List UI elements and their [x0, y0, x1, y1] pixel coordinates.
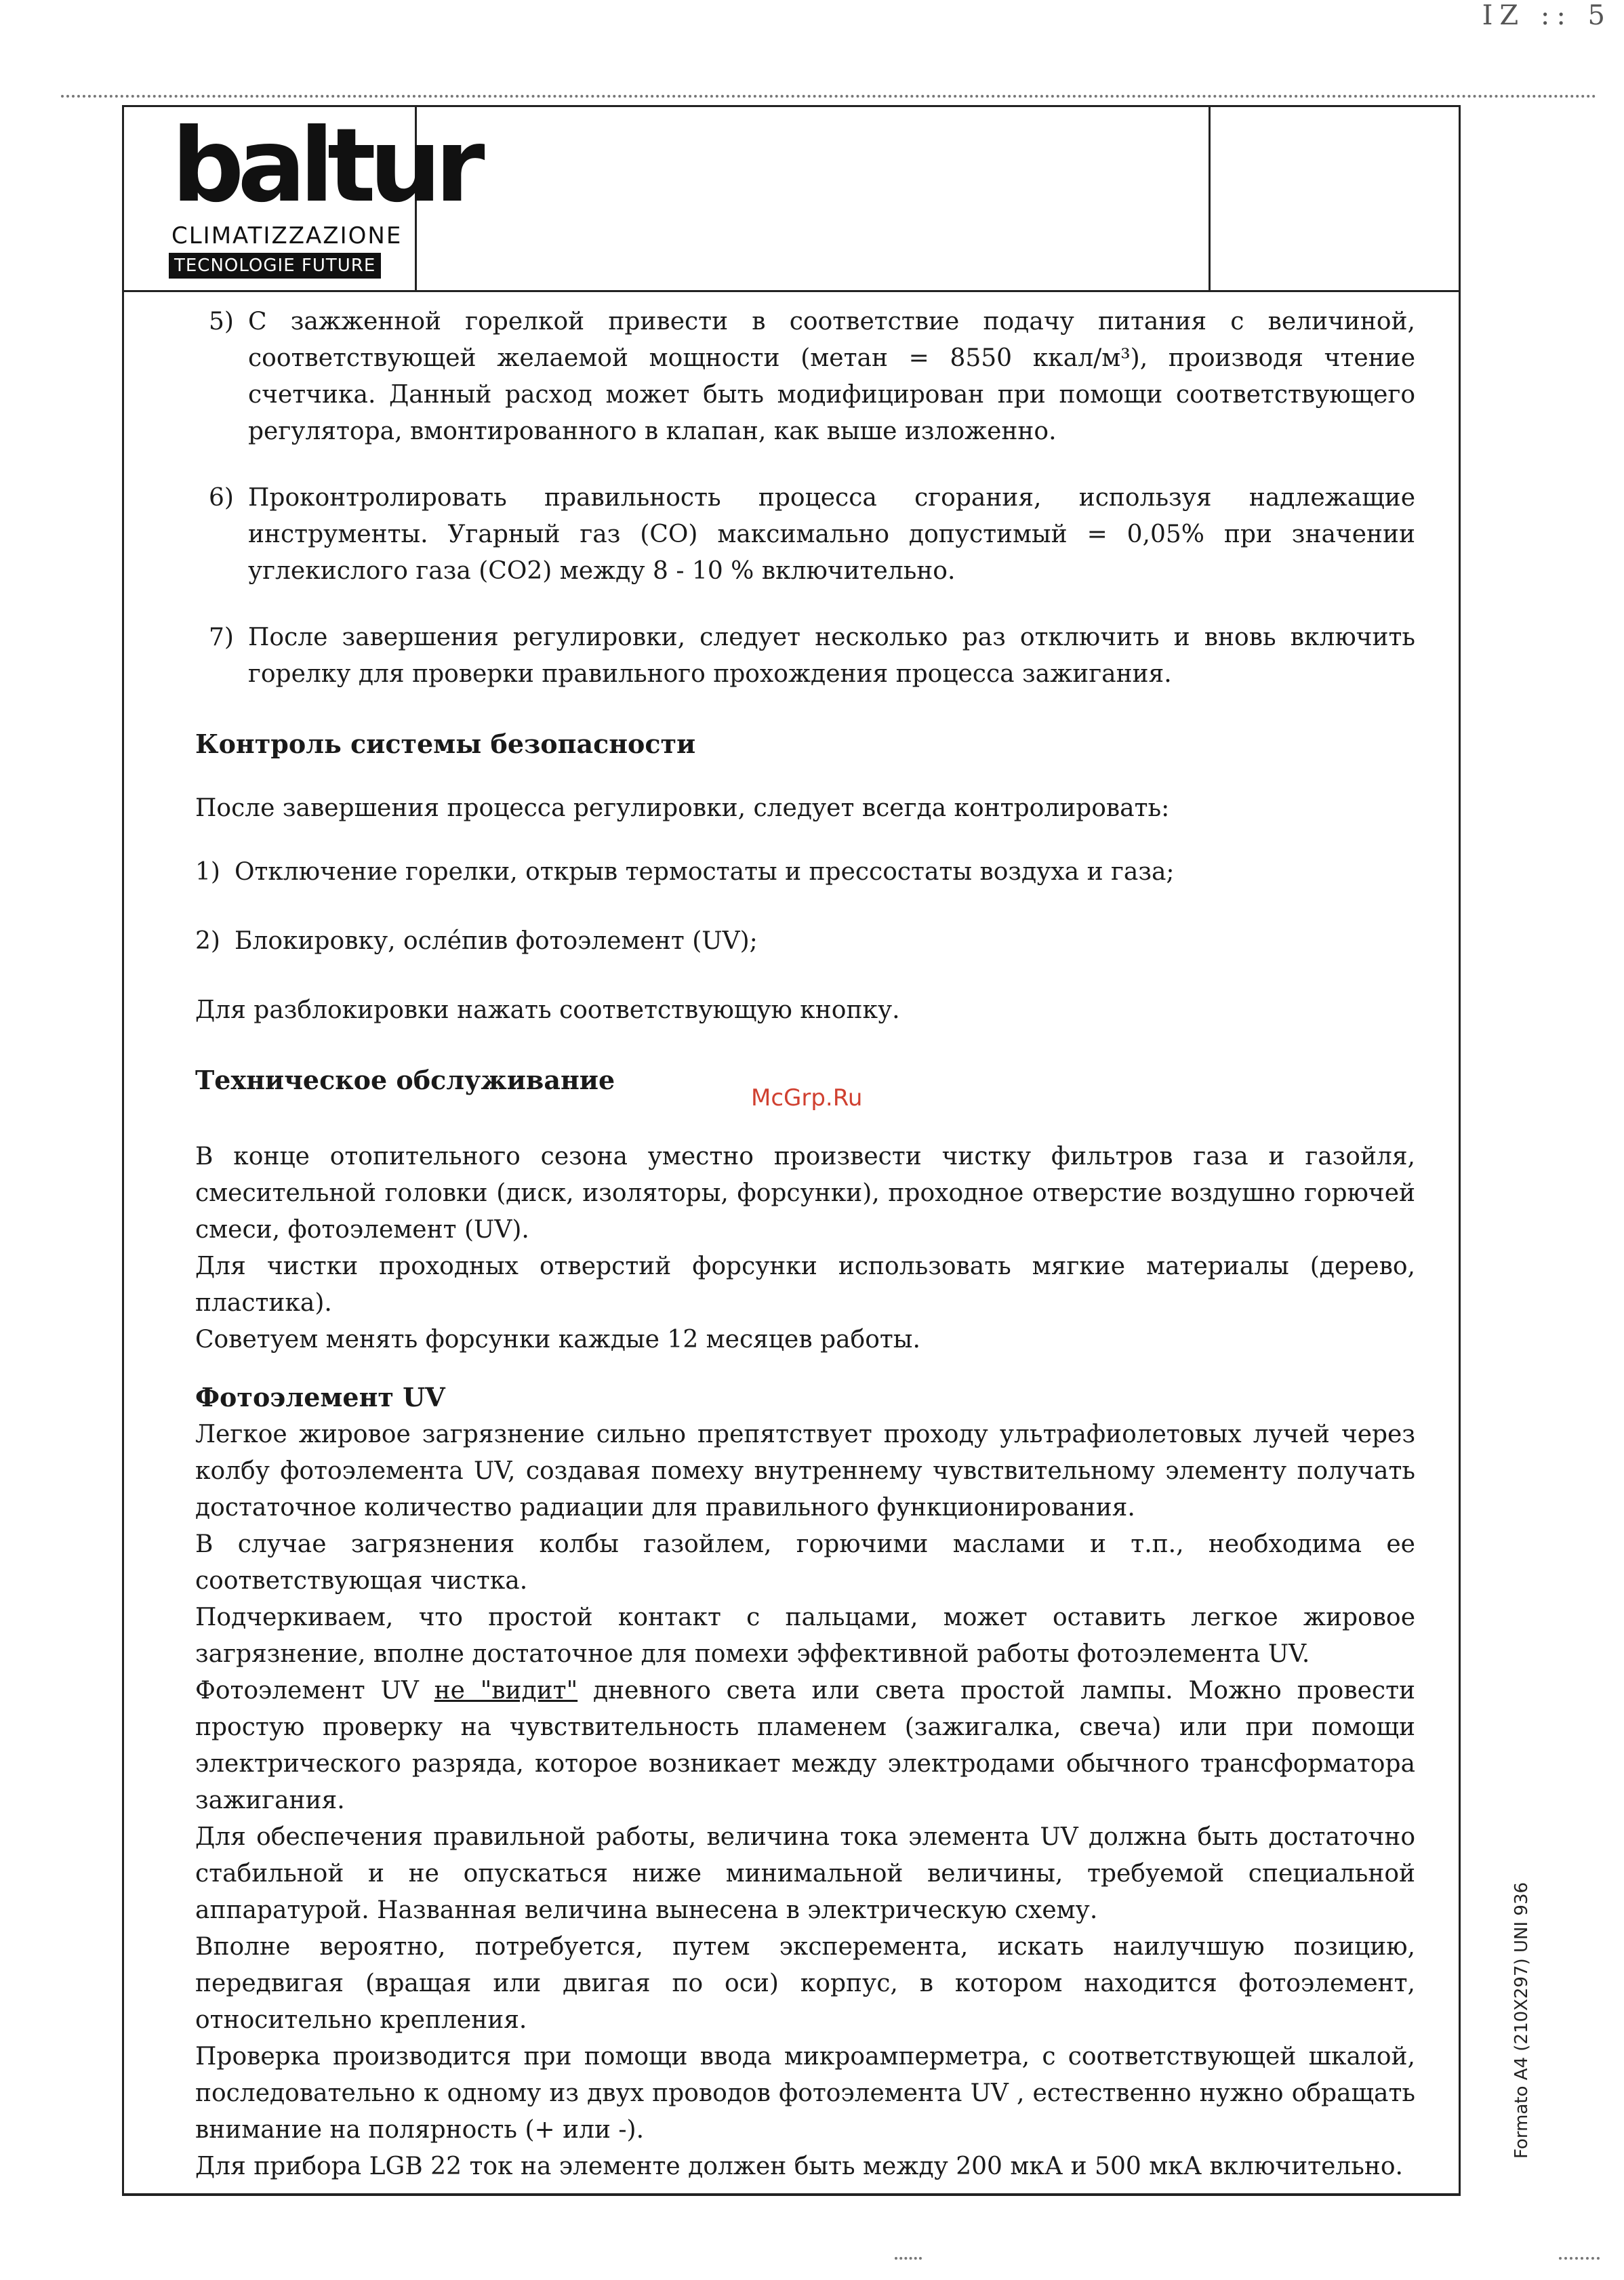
corner-mark: IZ :: 5 — [1482, 0, 1612, 31]
step-text: Проконтролировать правильность процесса сгорания, используя надлежащие инструменты. Угарный газ (CO) максимально допустимый = 0,05% при значении углекислого газа (CO2) между 8 - 10 % включительно. — [248, 484, 1415, 585]
uv-paragraph-6: Вполне вероятно, потребуется, путем эксперемента, искать наилучшую позицию, передвигая (вращая или двигая по оси) корпус, в котором находится фотоэлемент, относительно крепления. — [195, 1933, 1415, 2034]
safety-outro: Для разблокировки нажать соответствующую кнопку. — [195, 996, 900, 1024]
uv-paragraph-7: Проверка производится при помощи ввода микроамперметра, с соответствующей шкалой, последовательно к одному из двух проводов фотоэлемента UV , естественно нужно обращать внимание на полярность (+ или -). — [195, 2043, 1415, 2144]
safety-heading: Контроль системы безопасности — [195, 729, 696, 759]
uv-paragraph-4-start: Фотоэлемент UV — [195, 1677, 434, 1705]
watermark: McGrp.Ru — [751, 1084, 863, 1112]
maintenance-paragraph-2: Для чистки проходных отверстий форсунки использовать мягкие материалы (дерево, пластика). — [195, 1253, 1415, 1317]
maintenance-heading: Техническое обслуживание — [195, 1065, 615, 1095]
uv-paragraph-4-end: дневного света или света простой лампы. Можно провести простую проверку на чувствительность пламенем (зажигалка, свеча) или при помощи электрического разряда, которое возникает между электродами обычного трансформатора зажигания. — [195, 1677, 1415, 1814]
bottom-dot-mark — [895, 2257, 922, 2260]
uv-paragraph-8: Для прибора LGB 22 ток на элементе должен быть между 200 мкА и 500 мкА включительно. — [195, 2153, 1403, 2180]
step-item-7 — [209, 619, 1415, 693]
step-text: Отключение горелки, открыв термостаты и прессостаты воздуха и газа; — [235, 858, 1175, 886]
header-divider — [1209, 107, 1211, 290]
bottom-dot-mark-right — [1559, 2257, 1600, 2260]
uv-paragraph-5: Для обеспечения правильной работы, величина тока элемента UV должна быть достаточно стабильной и не опускаться ниже минимальной величины, требуемой специальной аппаратурой. Названная величина вынесена в электрическую схему. — [195, 1823, 1415, 1924]
page-frame — [122, 105, 1461, 2196]
logo-tagline-2: TECNOLOGIE FUTURE — [169, 253, 381, 279]
document-body — [195, 304, 1415, 2185]
uv-paragraph-3: Подчеркиваем, что простой контакт с пальцами, может оставить легкое жировое загрязнение, вполне достаточное для помехи эффективной работы фотоэлемента UV. — [195, 1604, 1415, 1668]
step-item-6 — [209, 480, 1415, 590]
paper-format-note: Formato A4 (210X297) UNI 936 — [1511, 1881, 1532, 2159]
uv-heading: Фотоэлемент UV — [195, 1382, 445, 1412]
top-dotted-rule — [61, 95, 1597, 98]
logo-tagline-1: CLIMATIZZAZIONE — [171, 222, 403, 249]
step-number: 1) — [195, 858, 220, 886]
safety-item-2 — [195, 923, 1415, 960]
uv-paragraph-2: В случае загрязнения колбы газойлем, горючими маслами и т.п., необходима ее соответствующая чистка. — [195, 1530, 1415, 1595]
uv-paragraph-1: Легкое жировое загрязнение сильно препятствует проходу ультрафиолетовых лучей через колбу фотоэлемента UV, создавая помеху внутреннему чувствительному элементу получать достаточное количество радиации для правильного функционирования. — [195, 1421, 1415, 1522]
logo-wordmark: baltur — [171, 107, 479, 225]
step-number: 5) — [209, 308, 234, 335]
maintenance-paragraph-3: Советуем менять форсунки каждые 12 месяцев работы. — [195, 1326, 920, 1353]
maintenance-paragraph-1: В конце отопительного сезона уместно произвести чистку фильтров газа и газойля, смесительной головки (диск, изоляторы, форсунки), проходное отверстие воздушно горючей смеси, фотоэлемент (UV). — [195, 1143, 1415, 1244]
step-text: После завершения регулировки, следует несколько раз отключить и вновь включить горелку для проверки правильного прохождения процесса зажигания. — [248, 624, 1415, 688]
maintenance-section — [195, 1139, 1415, 1358]
safety-item-1 — [195, 854, 1415, 891]
step-number: 7) — [209, 624, 234, 651]
uv-paragraph-4-emphasis: не "видит" — [434, 1677, 578, 1705]
header-row — [124, 107, 1459, 292]
logo — [124, 107, 479, 290]
safety-intro: После завершения процесса регулировки, следует всегда контролировать: — [195, 794, 1170, 822]
step-text: С зажженной горелкой привести в соответствие подачу питания с величиной, соответствующей желаемой мощности (метан = 8550 ккал/м³), производя чтение счетчика. Данный расход может быть модифицирован при помощи соответствующего регулятора, вмонтированного в клапан, как выше изложенно. — [248, 308, 1415, 445]
step-text: Блокировку, осле́пив фотоэлемент (UV); — [235, 927, 758, 955]
step-number: 2) — [195, 927, 220, 955]
step-number: 6) — [209, 484, 234, 512]
step-item-5 — [209, 304, 1415, 450]
uv-section — [195, 1417, 1415, 2185]
uv-paragraph-4 — [195, 1673, 1415, 1819]
